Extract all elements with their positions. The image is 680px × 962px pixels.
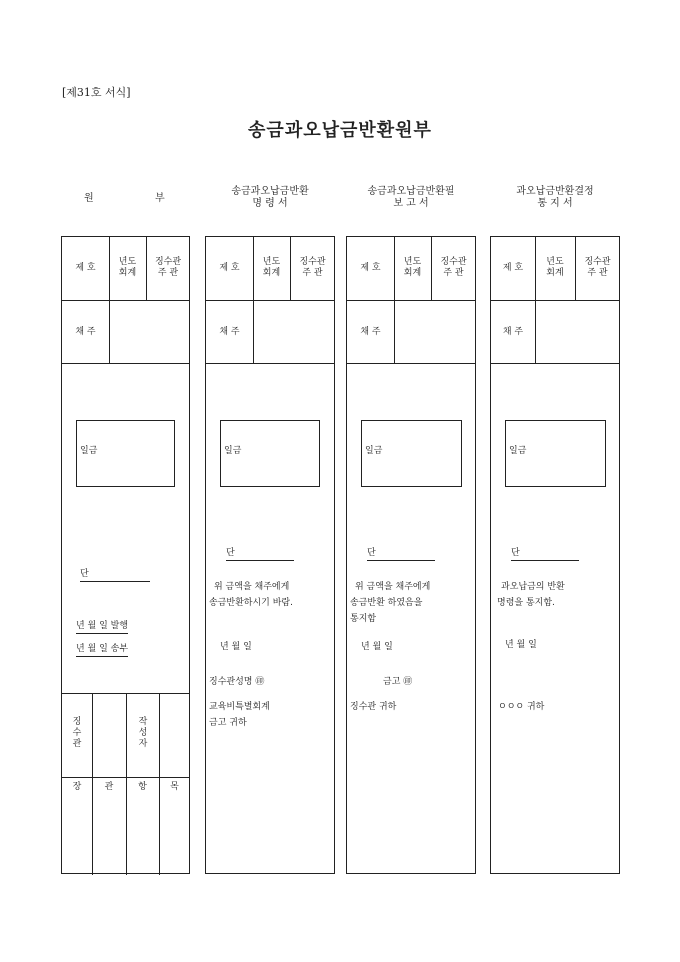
header-col3-line1: 송금과오납금반환필 <box>367 186 455 197</box>
notice-body-line1: 과오납금의 반환 <box>501 582 565 592</box>
payee-label: 채 주 <box>219 327 240 337</box>
order-dest-line2: 금고 귀하 <box>209 718 247 728</box>
notice-date: 년 월 일 <box>505 640 537 650</box>
doc-number-label: 제 호 <box>502 263 524 273</box>
header-col4-line1: 과오납금반환결정 <box>516 186 594 197</box>
dan-label: 단 <box>511 547 579 561</box>
fiscal-year-label: 년도 회계 <box>118 257 137 278</box>
fiscal-year-label: 년도 회계 <box>546 257 564 278</box>
dan-label: 단 <box>367 547 435 561</box>
header-col2 <box>205 186 335 210</box>
dan-label: 단 <box>226 547 294 561</box>
order-dest-line1: 교육비특별회계 <box>209 702 270 712</box>
remit-date: 년 월 일 송부 <box>76 643 128 657</box>
report-signer: 금고 ㊞ <box>383 677 413 687</box>
order-body-line2: 송금반환하시기 바람. <box>209 598 293 608</box>
doc-number-label: 제 호 <box>75 263 96 273</box>
form-number: [제31호 서식] <box>62 86 131 99</box>
report-body-line2: 송금반환 하였음을 <box>350 598 423 608</box>
order-date: 년 월 일 <box>220 642 252 652</box>
budget-section: 관 <box>104 782 114 792</box>
amount-box <box>505 420 606 487</box>
amount-box <box>220 420 320 487</box>
amount-box <box>76 420 175 487</box>
report-body-line1: 위 금액을 채주에게 <box>355 582 431 592</box>
header-col4-line2: 통 지 서 <box>537 198 573 209</box>
budget-item: 항 <box>138 782 147 792</box>
collector-label: 징수관 주 관 <box>440 257 467 278</box>
report-dest: 징수관 귀하 <box>350 702 397 712</box>
amount-label: 일금 <box>509 446 527 456</box>
header-col1-right: 부 <box>155 193 165 204</box>
budget-chapter: 장 <box>72 782 82 792</box>
header-col4 <box>490 186 620 210</box>
dan-label: 단 <box>80 568 150 582</box>
fiscal-year-label: 년도 회계 <box>403 257 422 278</box>
header-col2-line1: 송금과오납금반환 <box>231 186 309 197</box>
amount-label: 일금 <box>80 446 98 456</box>
order-column <box>205 236 335 874</box>
payee-label: 채 주 <box>75 327 96 337</box>
report-date: 년 월 일 <box>361 642 393 652</box>
header-col3-line2: 보 고 서 <box>393 198 429 209</box>
collector-label: 징수관 주 관 <box>584 257 611 278</box>
fiscal-year-label: 년도 회계 <box>262 257 281 278</box>
notice-body-line2: 명령을 통지함. <box>497 598 555 608</box>
budget-subitem: 목 <box>170 782 179 792</box>
order-body-line1: 위 금액을 채주에게 <box>214 582 290 592</box>
amount-label: 일금 <box>365 446 383 456</box>
page-title: 송금과오납금반환원부 <box>248 120 432 141</box>
doc-number-label: 제 호 <box>360 263 381 273</box>
order-signer: 징수관성명 ㊞ <box>209 677 265 687</box>
payee-label: 채 주 <box>360 327 381 337</box>
collector-label: 징수관 주 관 <box>154 257 182 278</box>
issue-date: 년 월 일 발행 <box>76 620 128 634</box>
collector-label: 징수관 주 관 <box>299 257 326 278</box>
ledger-column <box>61 236 190 874</box>
header-col1-left: 원 <box>84 193 94 204</box>
doc-number-label: 제 호 <box>219 263 240 273</box>
header-col2-line2: 명 령 서 <box>252 198 288 209</box>
report-column <box>346 236 476 874</box>
notice-dest: ㅇㅇㅇ 귀하 <box>498 702 545 712</box>
author-vertical: 작성자 <box>138 717 148 749</box>
amount-box <box>361 420 462 487</box>
notice-column <box>490 236 620 874</box>
collector-vertical: 징수관 <box>72 717 82 749</box>
header-col3 <box>346 186 476 210</box>
report-body-line3: 통지함 <box>350 614 377 624</box>
payee-label: 채 주 <box>502 327 524 337</box>
amount-label: 일금 <box>224 446 242 456</box>
